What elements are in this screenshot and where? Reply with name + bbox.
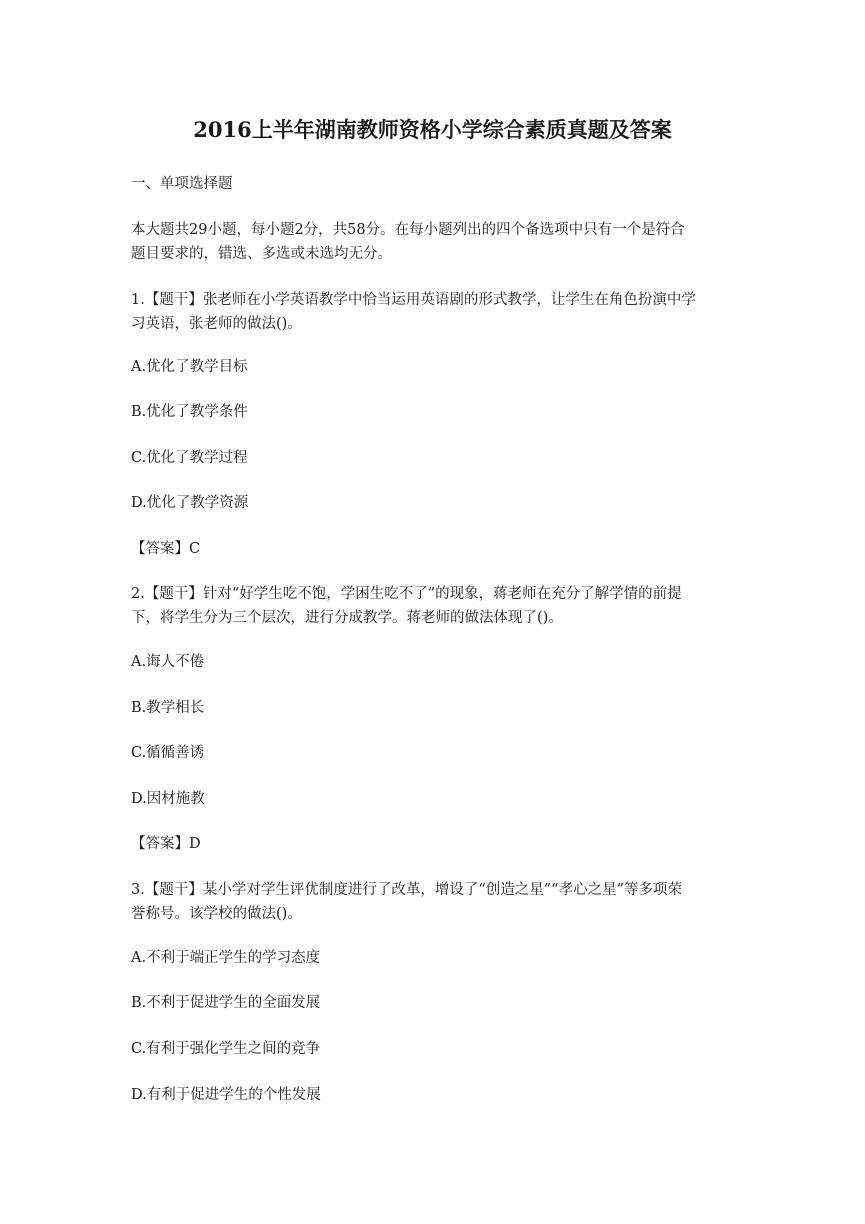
question-1-option-b: B.优化了教学条件 — [131, 404, 248, 420]
question-1-answer: 【答案】C — [131, 541, 201, 557]
question-1-option-a: A.优化了教学目标 — [131, 359, 248, 375]
question-2-stem-line-2: 下，将学生分为三个层次，进行分成教学。蒋老师的做法体现了()。 — [131, 610, 563, 626]
document-title: 2016上半年湖南教师资格小学综合素质真题及答案 — [193, 117, 672, 142]
question-2-option-b: B.教学相长 — [131, 700, 205, 716]
question-2-option-c: C.循循善诱 — [131, 745, 205, 761]
question-1-option-d: D.优化了教学资源 — [131, 495, 249, 511]
question-3-option-c: C.有利于强化学生之间的竞争 — [131, 1041, 321, 1057]
question-2-stem-line-1: 2.【题干】针对“好学生吃不饱，学困生吃不了”的现象，蒋老师在充分了解学情的前提 — [131, 586, 682, 602]
question-2-answer: 【答案】D — [131, 836, 201, 852]
instructions-line-2: 题目要求的，错选、多选或未选均无分。 — [131, 246, 392, 262]
question-3-option-a: A.不利于端正学生的学习态度 — [131, 950, 321, 966]
question-1-stem-line-1: 1.【题干】张老师在小学英语教学中恰当运用英语剧的形式教学，让学生在角色扮演中学 — [131, 292, 696, 308]
question-3-option-d: D.有利于促进学生的个性发展 — [131, 1087, 321, 1103]
question-2-option-d: D.因材施教 — [131, 791, 205, 807]
question-3-stem-line-1: 3.【题干】某小学对学生评优制度进行了改革，增设了“创造之星”“孝心之星”等多项荣 — [131, 882, 682, 898]
question-1-option-c: C.优化了教学过程 — [131, 450, 248, 466]
question-3-option-b: B.不利于促进学生的全面发展 — [131, 995, 321, 1011]
section-heading: 一、单项选择题 — [131, 176, 233, 192]
instructions-line-1: 本大题共29小题，每小题2分，共58分。在每小题列出的四个备选项中只有一个是符合 — [131, 222, 685, 238]
question-1-stem-line-2: 习英语，张老师的做法()。 — [131, 316, 302, 332]
question-3-stem-line-2: 誉称号。该学校的做法()。 — [131, 906, 302, 922]
question-2-option-a: A.诲人不倦 — [131, 654, 205, 670]
